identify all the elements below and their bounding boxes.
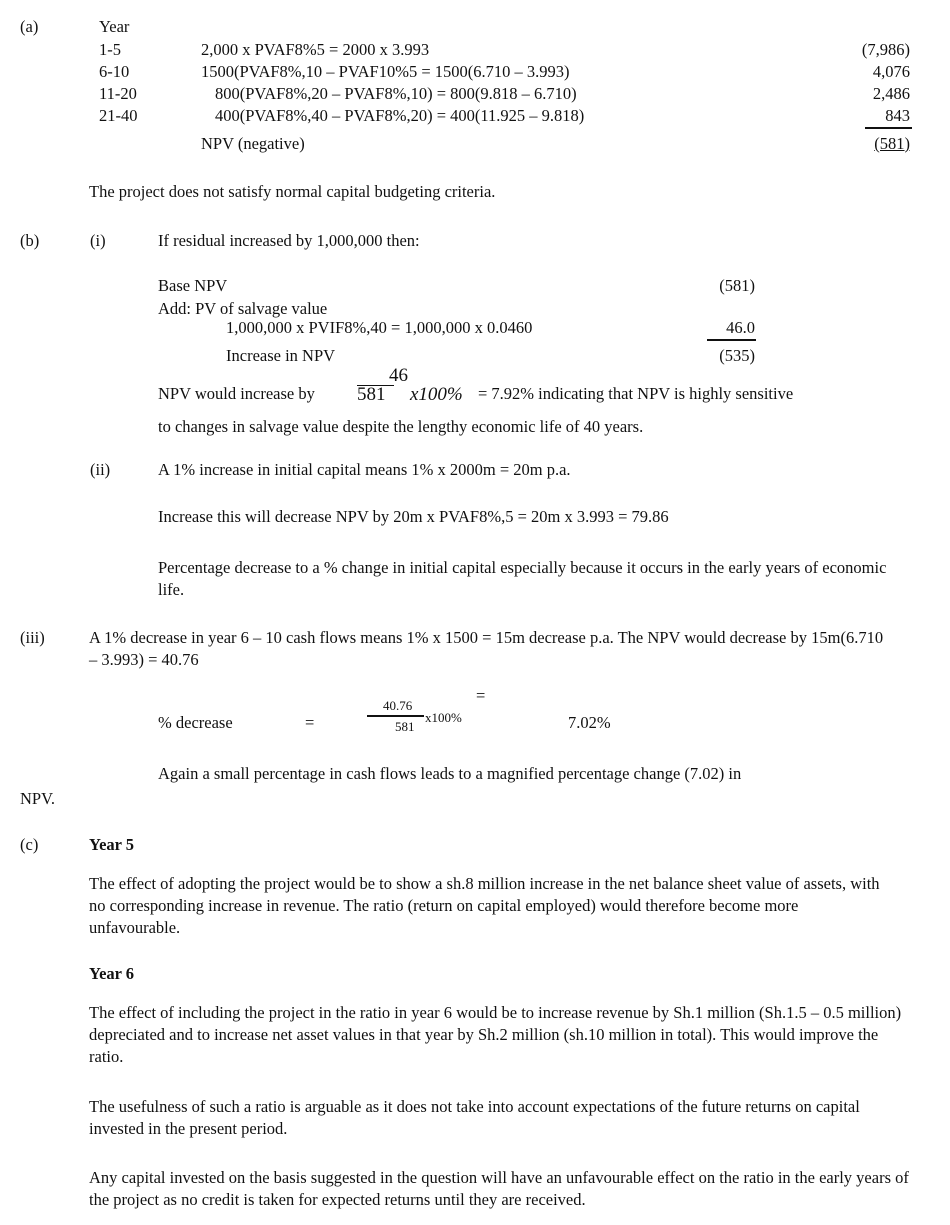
intro: If residual increased by 1,000,000 then: <box>158 231 420 250</box>
section-label: (c) <box>20 835 39 854</box>
total-rule <box>865 127 912 129</box>
fraction-denominator: 581 <box>395 719 415 734</box>
sub-label: (ii) <box>90 460 111 479</box>
fraction-multiplier: x100% <box>425 710 462 725</box>
section-label: (b) <box>20 231 40 250</box>
paragraph: The effect of adopting the project would be to show a sh.8 million increase in the net balance sheet value of assets, with no corresponding increase in revenue. The ratio (return on capital employed) would therefore become more unfavourable. <box>89 874 880 937</box>
year5-heading: Year 5 <box>89 835 135 854</box>
paragraph: Any capital invested on the basis suggested in the question will have an unfavourable effect on the ratio in the early years of the project as no credit is taken for expected returns until they are received. <box>89 1168 909 1209</box>
paragraph: NPV. <box>20 789 56 808</box>
add-label: Add: PV of salvage value <box>158 299 328 318</box>
fraction-bar <box>367 715 424 717</box>
row-amount: (7,986) <box>861 40 910 59</box>
row-formula: 400(PVAF8%,40 – PVAF8%,20) = 400(11.925 – 9.818) <box>215 106 585 125</box>
subtotal-rule <box>707 339 756 341</box>
section-label: (a) <box>20 17 39 36</box>
sentence-post: = 7.92% indicating that NPV is highly sensitive <box>478 384 794 403</box>
fraction-numerator: 40.76 <box>383 698 413 713</box>
fraction-numerator: 46 <box>389 365 408 386</box>
npv-label: NPV (negative) <box>201 134 305 153</box>
row-years: 11-20 <box>99 84 137 103</box>
result-value: 7.02% <box>568 713 611 732</box>
sub-label: (iii) <box>20 628 45 647</box>
fraction-denominator: 581 <box>357 385 394 404</box>
row-amount: 4,076 <box>872 62 910 81</box>
row-formula: 1500(PVAF8%,10 – PVAF10%5 = 1500(6.710 – 3.993) <box>201 62 570 81</box>
equals-sign: = <box>305 713 315 732</box>
row-years: 21-40 <box>99 106 138 125</box>
year-header: Year <box>99 17 130 36</box>
sub-label: (i) <box>90 231 106 250</box>
row-formula: 2,000 x PVAF8%5 = 2000 x 3.993 <box>201 40 430 59</box>
fraction-multiplier: x100% <box>410 384 463 405</box>
sentence-line2: to changes in salvage value despite the lengthy economic life of 40 years. <box>158 417 644 436</box>
equals-sign: = <box>476 686 486 705</box>
paragraph: The usefulness of such a ratio is arguable as it does not take into account expectations of the future returns on capital invested in the present period. <box>89 1097 860 1138</box>
paragraph: A 1% increase in initial capital means 1% x 2000m = 20m p.a. <box>158 460 571 479</box>
paragraph: Again a small percentage in cash flows leads to a magnified percentage change (7.02) in <box>158 764 742 783</box>
increase-value: (535) <box>719 346 755 365</box>
row-years: 1-5 <box>99 40 121 59</box>
conclusion: The project does not satisfy normal capital budgeting criteria. <box>89 182 496 201</box>
pct-decrease-label: % decrease <box>158 713 233 732</box>
row-years: 6-10 <box>99 62 130 81</box>
base-npv-value: (581) <box>719 276 755 295</box>
paragraph: Percentage decrease to a % change in initial capital especially because it occurs in the early years of economic life. <box>158 558 887 599</box>
salvage-calc: 1,000,000 x PVIF8%,40 = 1,000,000 x 0.0460 <box>226 318 533 337</box>
row-amount: 2,486 <box>872 84 910 103</box>
paragraph: A 1% decrease in year 6 – 10 cash flows means 1% x 1500 = 15m decrease p.a. The NPV would decrease by 15m(6.710 – 3.993) = 40.76 <box>89 628 884 669</box>
paragraph: Increase this will decrease NPV by 20m x PVAF8%,5 = 20m x 3.993 = 79.86 <box>158 507 669 526</box>
year6-heading: Year 6 <box>89 964 135 983</box>
row-amount: 843 <box>885 106 910 125</box>
base-npv-label: Base NPV <box>158 276 228 295</box>
increase-label: Increase in NPV <box>226 346 336 365</box>
paragraph: The effect of including the project in the ratio in year 6 would be to increase revenue by Sh.1 million (Sh.1.5 – 0.5 million) depreciated and to increase net asset values in that year by Sh.2 million (sh.10 million in total). This would improve the ratio. <box>89 1003 902 1066</box>
sentence-pre: NPV would increase by <box>158 384 315 403</box>
npv-value: (581) <box>874 134 910 153</box>
row-formula: 800(PVAF8%,20 – PVAF8%,10) = 800(9.818 – 6.710) <box>215 84 577 103</box>
salvage-value: 46.0 <box>726 318 755 337</box>
